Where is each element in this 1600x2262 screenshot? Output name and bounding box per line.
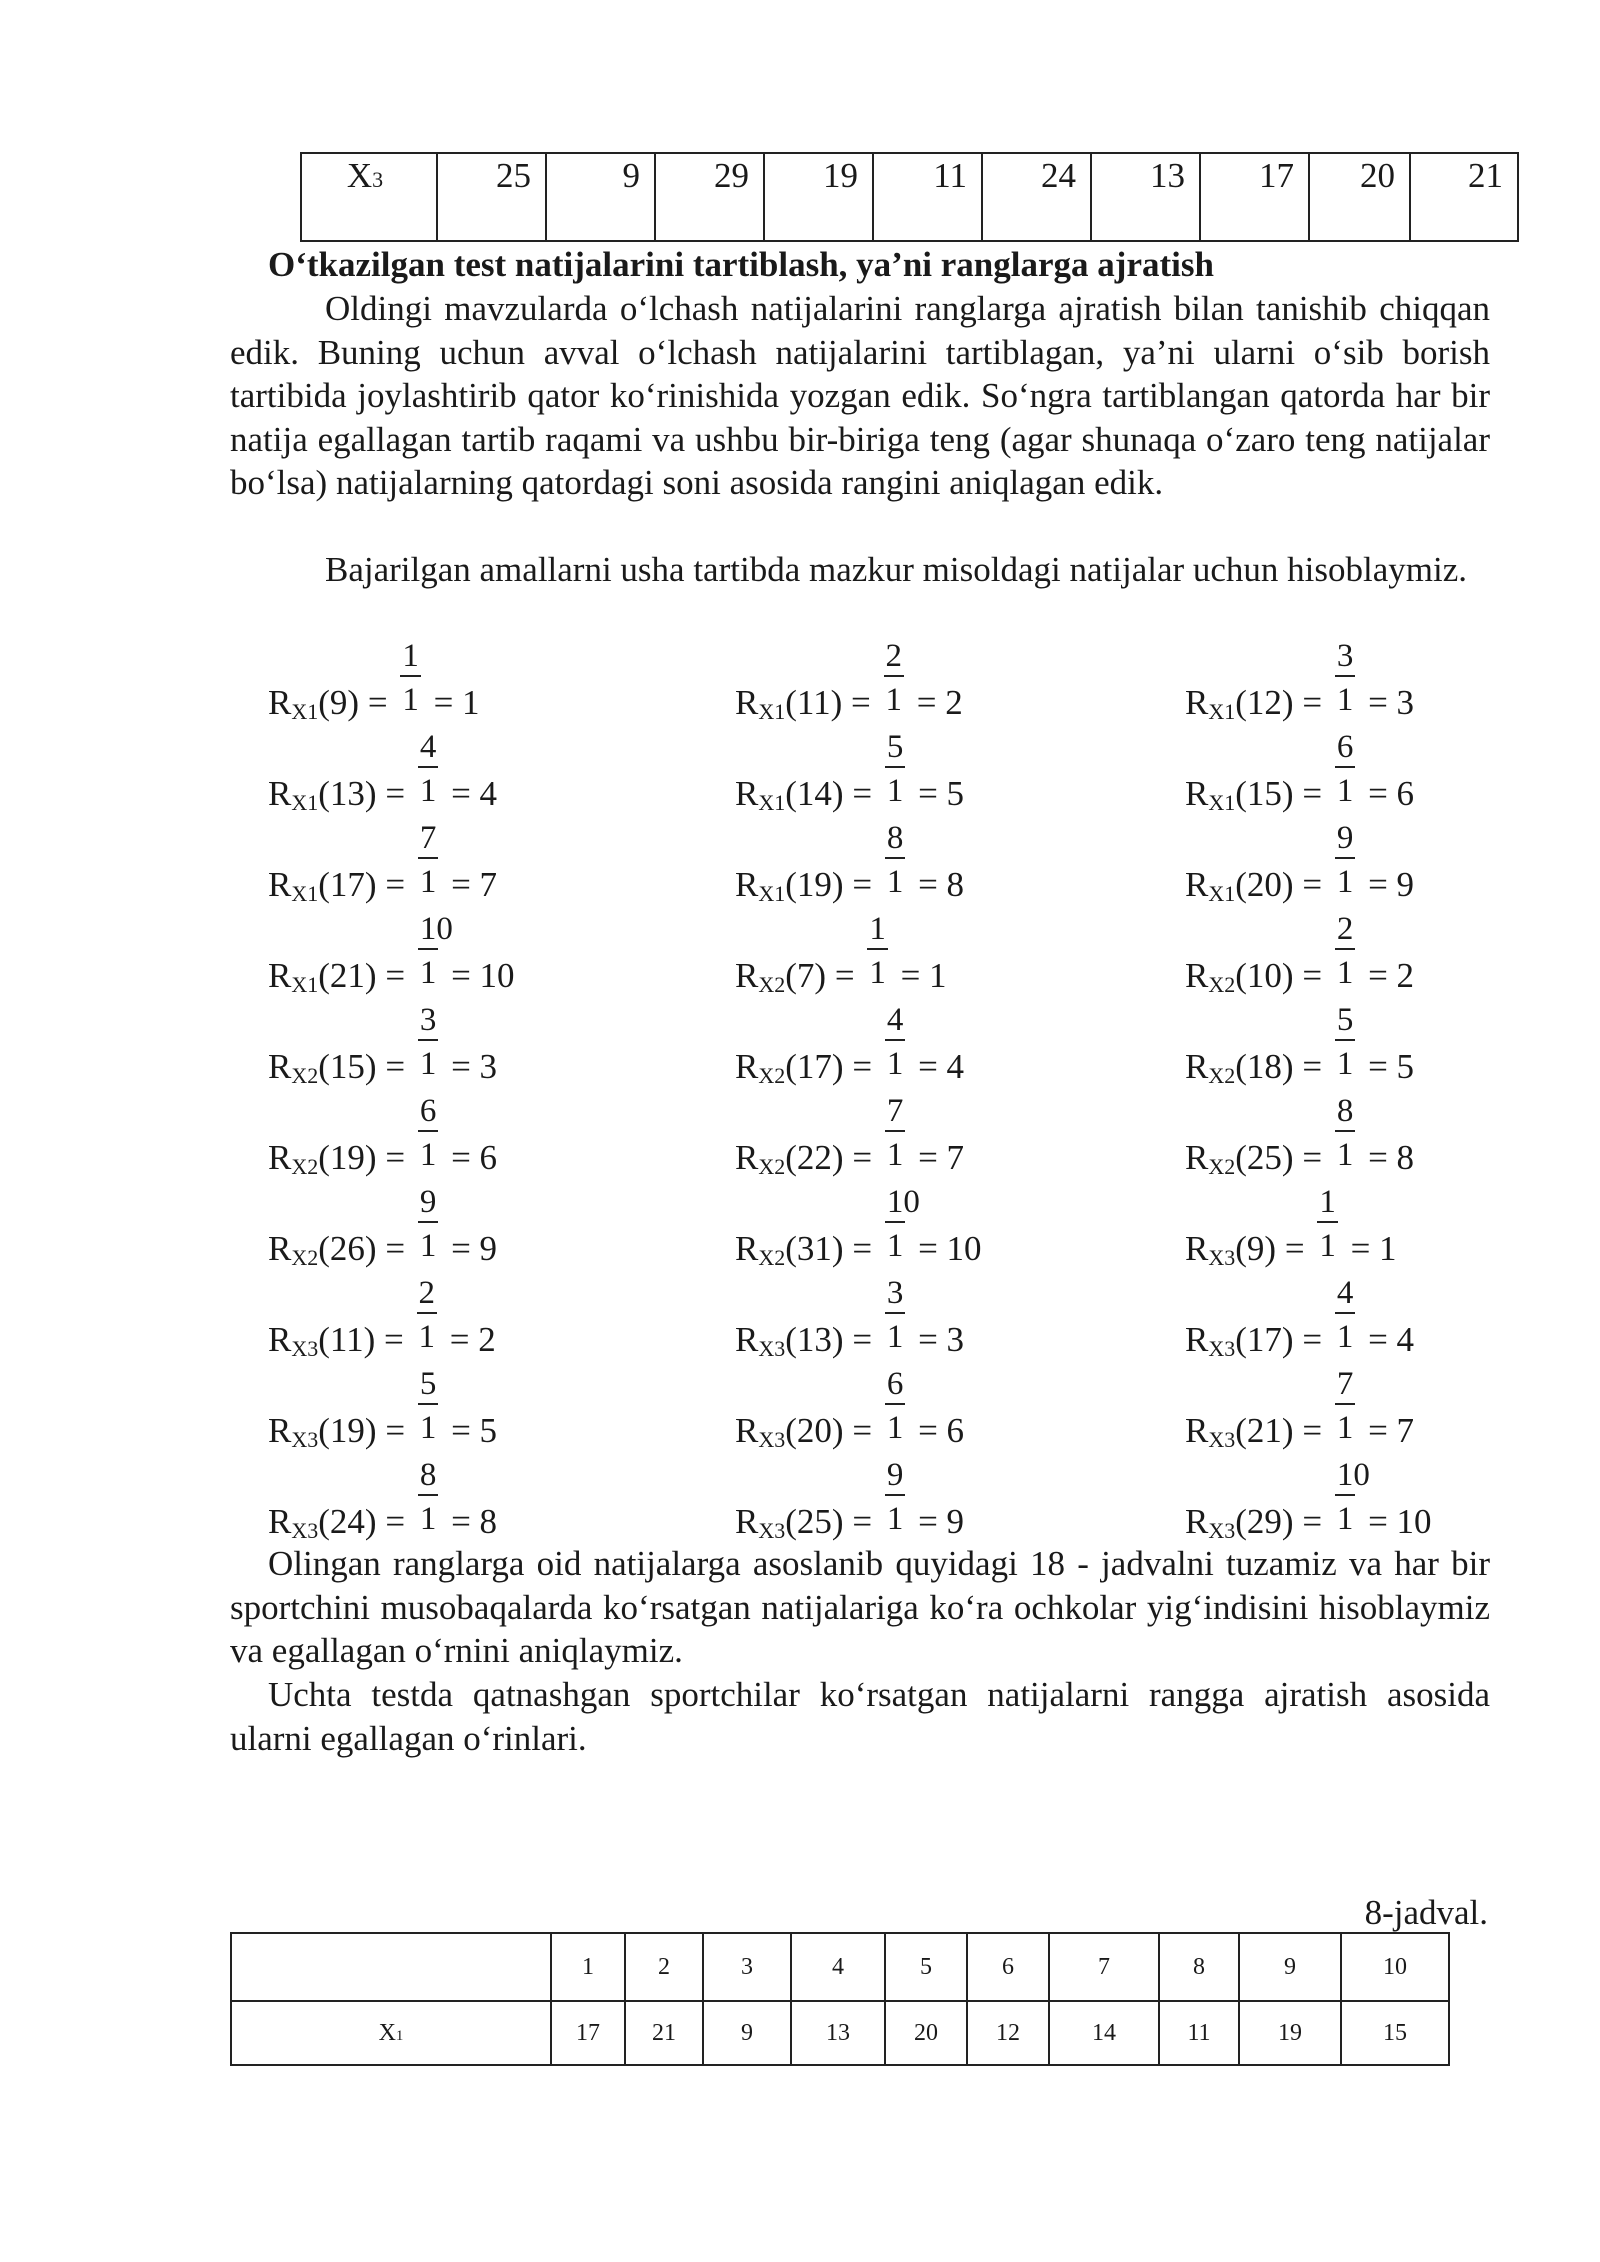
rank-formula: $R_{X1}(12)$ = $\frac{3}{1} = 3$: [1185, 638, 1415, 724]
formula-argument: (7): [785, 956, 827, 995]
formula-result: = 6: [1368, 774, 1415, 813]
rank-formula: $R_{X1}(17)$ = $\frac{7}{1} = 7$: [268, 820, 498, 906]
rank-formula: $R_{X1}(15)$ = $\frac{6}{1} = 6$: [1185, 729, 1415, 815]
table-cell: 21: [1410, 153, 1518, 241]
fraction-denominator: 1: [419, 1137, 437, 1173]
paragraph-calculation: Bajarilgan amallarni usha tartibda mazkur misoldagi natijalar uchun hisoblaymiz.: [325, 550, 1468, 589]
fraction-denominator: 1: [1336, 1319, 1354, 1355]
formula-argument: (19): [318, 1411, 377, 1450]
formula-subscript: X3: [291, 1336, 319, 1361]
formula-result: = 5: [918, 774, 965, 813]
rank-formula: $R_{X1}(11)$ = $\frac{2}{1} = 2$: [735, 638, 963, 724]
rank-formula: $R_{X1}(13)$ = $\frac{4}{1} = 4$: [268, 729, 498, 815]
formula-result: = 7: [1368, 1411, 1415, 1450]
fraction-numerator: 6: [885, 1365, 906, 1405]
table-cell: 11: [873, 153, 982, 241]
formula-result: = 9: [1368, 865, 1415, 904]
fraction-numerator: 2: [884, 637, 905, 677]
table-cell: 24: [982, 153, 1091, 241]
formula-result: = 2: [1368, 956, 1415, 995]
formula-subscript: X3: [1208, 1245, 1236, 1270]
rank-formula: $R_{X3}(24)$ = $\frac{8}{1} = 8$: [268, 1457, 498, 1543]
formula-argument: (13): [785, 1320, 844, 1359]
fraction: [418, 729, 439, 815]
fraction: [418, 1002, 439, 1088]
fraction-numerator: 7: [1335, 1365, 1356, 1405]
rank-formula: $R_{X3}(20)$ = $\frac{6}{1} = 6$: [735, 1366, 965, 1452]
formula-argument: (17): [318, 865, 377, 904]
formula-subscript: X3: [1208, 1518, 1236, 1543]
fraction-numerator: 10: [1335, 1456, 1356, 1496]
fraction: [418, 1093, 439, 1179]
formula-result: = 2: [449, 1320, 496, 1359]
fraction: [1335, 1457, 1370, 1543]
fraction: [885, 729, 906, 815]
rank-formula: $R_{X3}(29)$ = $\frac{10}{1} = 10$: [1185, 1457, 1432, 1543]
table-cell: 20: [885, 2001, 967, 2065]
table-cell: 19: [1239, 2001, 1341, 2065]
rank-formula: $R_{X2}(18)$ = $\frac{5}{1} = 5$: [1185, 1002, 1415, 1088]
formula-result: = 4: [451, 774, 498, 813]
table-cell: 17: [551, 2001, 625, 2065]
formula-result: = 4: [1368, 1320, 1415, 1359]
fraction-numerator: 3: [418, 1001, 439, 1041]
formula-argument: (31): [785, 1229, 844, 1268]
formula-subscript: X2: [1208, 1063, 1236, 1088]
formula-argument: (20): [785, 1411, 844, 1450]
formula-result: = 3: [1368, 683, 1415, 722]
header-cell: 9: [1239, 1933, 1341, 2001]
fraction: [885, 820, 906, 906]
fraction: [867, 911, 888, 997]
fraction: [885, 1184, 920, 1270]
table-cell: 25: [437, 153, 546, 241]
formula-subscript: X1: [291, 790, 319, 815]
formula-argument: (10): [1235, 956, 1294, 995]
formula-argument: (24): [318, 1502, 377, 1541]
fraction-denominator: 1: [886, 1046, 904, 1082]
fraction-numerator: 5: [418, 1365, 439, 1405]
formula-result: = 6: [451, 1138, 498, 1177]
fraction-numerator: 2: [1335, 910, 1356, 950]
formula-result: = 10: [451, 956, 515, 995]
paragraph-table-intro: Olingan ranglarga oid natijalarga asoslanib quyidagi 18 - jadvalni tuzamiz va har bir sportchini musobaqalarda ko‘rsatgan natijalariga ko‘ra ochkolar yig‘indisini hisoblaymiz va egallagan o‘rnini aniqlaymiz.: [230, 1544, 1490, 1670]
formula-subscript: X1: [758, 790, 786, 815]
header-cell: 1: [551, 1933, 625, 2001]
fraction-numerator: 8: [418, 1456, 439, 1496]
fraction: [1335, 638, 1356, 724]
fraction-denominator: 1: [886, 1228, 904, 1264]
fraction: [885, 1002, 906, 1088]
rank-formula: $R_{X1}(14)$ = $\frac{5}{1} = 5$: [735, 729, 965, 815]
paragraph-places: Uchta testda qatnashgan sportchilar ko‘rsatgan natijalarni rangga ajratish asosida ularni egallagan o‘rinlari.: [230, 1675, 1490, 1758]
formula-argument: (15): [1235, 774, 1294, 813]
formula-result: = 8: [451, 1502, 498, 1541]
fraction-numerator: 4: [418, 728, 439, 768]
formula-subscript: X3: [758, 1336, 786, 1361]
rank-formula: $R_{X2}(19)$ = $\frac{6}{1} = 6$: [268, 1093, 498, 1179]
fraction-denominator: 1: [869, 955, 886, 991]
formula-result: = 7: [451, 865, 498, 904]
header-cell: 3: [703, 1933, 791, 2001]
formula-subscript: X1: [291, 699, 319, 724]
formula-subscript: X3: [291, 1427, 319, 1452]
formula-subscript: X3: [291, 1518, 319, 1543]
fraction-denominator: 1: [886, 864, 904, 900]
rank-formula: $R_{X1}(20)$ = $\frac{9}{1} = 9$: [1185, 820, 1415, 906]
fraction-numerator: 3: [1335, 637, 1356, 677]
formula-subscript: X1: [1208, 699, 1236, 724]
formula-result: = 5: [451, 1411, 498, 1450]
fraction: [418, 911, 453, 997]
rank-formula: $R_{X3}(11)$ = $\frac{2}{1} = 2$: [268, 1275, 496, 1361]
fraction-denominator: 1: [419, 773, 437, 809]
fraction-numerator: 1: [867, 910, 888, 950]
formula-subscript: X2: [758, 1063, 786, 1088]
formula-result: = 6: [918, 1411, 965, 1450]
fraction-numerator: 1: [400, 637, 421, 677]
formula-subscript: X2: [758, 1245, 786, 1270]
fraction: [885, 1093, 906, 1179]
formula-argument: (11): [785, 683, 843, 722]
formula-subscript: X1: [758, 881, 786, 906]
rank-formula: $R_{X2}(17)$ = $\frac{4}{1} = 4$: [735, 1002, 965, 1088]
formula-argument: (19): [785, 865, 844, 904]
rank-formula: $R_{X2}(31)$ = $\frac{10}{1} = 10$: [735, 1184, 982, 1270]
fraction: [885, 1457, 906, 1543]
fraction-numerator: 7: [885, 1092, 906, 1132]
rank-formula: $R_{X3}(25)$ = $\frac{9}{1} = 9$: [735, 1457, 965, 1543]
fraction-numerator: 3: [885, 1274, 906, 1314]
table-row: [231, 2001, 1449, 2065]
formula-argument: (21): [318, 956, 377, 995]
rank-formula: $R_{X3}(9)$ = $\frac{1}{1} = 1$: [1185, 1184, 1397, 1270]
fraction-numerator: 10: [418, 910, 439, 950]
table-cell: 11: [1159, 2001, 1239, 2065]
header-cell: [231, 1933, 551, 2001]
fraction: [1335, 820, 1356, 906]
table-row: [301, 153, 1518, 241]
fraction-denominator: 1: [1336, 773, 1354, 809]
formula-subscript: X1: [758, 699, 786, 724]
header-cell: 4: [791, 1933, 885, 2001]
formula-subscript: X2: [291, 1245, 319, 1270]
fraction-numerator: 7: [418, 819, 439, 859]
header-cell: 7: [1049, 1933, 1159, 2001]
row-label-cell: X3: [301, 153, 437, 241]
ranks-table: [230, 1932, 1450, 2066]
fraction-denominator: 1: [886, 773, 904, 809]
formula-subscript: X2: [291, 1063, 319, 1088]
rank-formula: $R_{X1}(21)$ = $\frac{10}{1} = 10$: [268, 911, 515, 997]
fraction: [417, 1275, 438, 1361]
fraction-denominator: 1: [885, 682, 903, 718]
fraction-denominator: 1: [1336, 1046, 1354, 1082]
rank-formula: $R_{X2}(22)$ = $\frac{7}{1} = 7$: [735, 1093, 965, 1179]
formula-argument: (11): [318, 1320, 376, 1359]
formula-argument: (18): [1235, 1047, 1294, 1086]
fraction: [418, 1184, 439, 1270]
header-cell: 5: [885, 1933, 967, 2001]
fraction-numerator: 8: [1335, 1092, 1356, 1132]
fraction: [1335, 1366, 1356, 1452]
fraction-numerator: 1: [1317, 1183, 1338, 1223]
formula-result: = 4: [918, 1047, 965, 1086]
formula-result: = 1: [1350, 1229, 1397, 1268]
formula-argument: (21): [1235, 1411, 1294, 1450]
fraction: [1335, 729, 1356, 815]
rank-formula: $R_{X3}(17)$ = $\frac{4}{1} = 4$: [1185, 1275, 1415, 1361]
fraction-denominator: 1: [1336, 1410, 1354, 1446]
formula-result: = 5: [1368, 1047, 1415, 1086]
fraction: [1335, 1002, 1356, 1088]
formula-result: = 8: [1368, 1138, 1415, 1177]
fraction-numerator: 6: [418, 1092, 439, 1132]
table-cell: 19: [764, 153, 873, 241]
formula-result: = 9: [918, 1502, 965, 1541]
fraction-numerator: 9: [418, 1183, 439, 1223]
fraction-numerator: 10: [885, 1183, 906, 1223]
table-cell: 9: [703, 2001, 791, 2065]
rank-formula: $R_{X3}(13)$ = $\frac{3}{1} = 3$: [735, 1275, 965, 1361]
fraction: [884, 638, 905, 724]
formula-argument: (22): [785, 1138, 844, 1177]
fraction-denominator: 1: [1336, 1501, 1354, 1537]
formula-argument: (25): [785, 1502, 844, 1541]
formula-subscript: X3: [758, 1427, 786, 1452]
table-cell: 13: [1091, 153, 1200, 241]
rank-formula: $R_{X2}(25)$ = $\frac{8}{1} = 8$: [1185, 1093, 1415, 1179]
fraction: [1317, 1184, 1338, 1270]
formula-result: = 1: [900, 956, 947, 995]
rank-formula: $R_{X2}(7)$ = $\frac{1}{1} = 1$: [735, 911, 947, 997]
header-cell: 6: [967, 1933, 1049, 2001]
fraction-numerator: 2: [417, 1274, 438, 1314]
formula-subscript: X2: [758, 972, 786, 997]
table-cell: 12: [967, 2001, 1049, 2065]
header-cell: 2: [625, 1933, 703, 2001]
header-cell: 8: [1159, 1933, 1239, 2001]
fraction-denominator: 1: [886, 1319, 904, 1355]
formula-subscript: X3: [758, 1518, 786, 1543]
formula-argument: (9): [1235, 1229, 1277, 1268]
formula-result: = 2: [916, 683, 963, 722]
fraction: [418, 820, 439, 906]
rank-formula: $R_{X1}(19)$ = $\frac{8}{1} = 8$: [735, 820, 965, 906]
fraction-numerator: 4: [1335, 1274, 1356, 1314]
formula-result: = 9: [451, 1229, 498, 1268]
formula-subscript: X1: [1208, 881, 1236, 906]
fraction-numerator: 9: [1335, 819, 1356, 859]
fraction-denominator: 1: [1336, 955, 1354, 991]
table-cell: 17: [1200, 153, 1309, 241]
formula-subscript: X1: [291, 972, 319, 997]
table-cell: 13: [791, 2001, 885, 2065]
formula-subscript: X3: [1208, 1427, 1236, 1452]
fraction-numerator: 4: [885, 1001, 906, 1041]
fraction-denominator: 1: [419, 1046, 437, 1082]
table-header-row: [231, 1933, 1449, 2001]
rank-formula: $R_{X2}(15)$ = $\frac{3}{1} = 3$: [268, 1002, 498, 1088]
formula-subscript: X2: [1208, 1154, 1236, 1179]
fraction: [1335, 1275, 1356, 1361]
rank-formula: $R_{X3}(19)$ = $\frac{5}{1} = 5$: [268, 1366, 498, 1452]
formula-result: = 10: [918, 1229, 982, 1268]
formula-argument: (17): [1235, 1320, 1294, 1359]
rank-formula: $R_{X3}(21)$ = $\frac{7}{1} = 7$: [1185, 1366, 1415, 1452]
formula-argument: (13): [318, 774, 377, 813]
fraction: [885, 1366, 906, 1452]
fraction-denominator: 1: [1336, 682, 1354, 718]
formula-argument: (25): [1235, 1138, 1294, 1177]
fraction-numerator: 9: [885, 1456, 906, 1496]
formula-result: = 1: [433, 683, 480, 722]
table-cell: 14: [1049, 2001, 1159, 2065]
formula-result: = 10: [1368, 1502, 1432, 1541]
table-cell: 9: [546, 153, 655, 241]
fraction-denominator: 1: [886, 1137, 904, 1173]
formula-result: = 7: [918, 1138, 965, 1177]
formula-subscript: X3: [1208, 1336, 1236, 1361]
formula-argument: (20): [1235, 865, 1294, 904]
table-cell: 15: [1341, 2001, 1449, 2065]
formula-argument: (12): [1235, 683, 1294, 722]
rank-formula: $R_{X2}(10)$ = $\frac{2}{1} = 2$: [1185, 911, 1415, 997]
fraction-denominator: 1: [418, 1319, 436, 1355]
fraction-denominator: 1: [1336, 864, 1354, 900]
paragraph-intro: Oldingi mavzularda o‘lchash natijalarini ranglarga ajratish bilan tanishib chiqqan edik. Buning uchun avval o‘lchash natijalarini tartiblagan, ya’ni ularni o‘sib borish tartibida joylashtirib qator ko‘rinishida yozgan edik. So‘ngra tartiblangan qatorda har bir natija egallagan tartib raqami va ushbu bir-biriga teng (agar shunaqa o‘zaro teng natijalar bo‘lsa) natijalarning qatordagi soni asosida rangini aniqlagan edik.: [230, 289, 1490, 502]
formula-subscript: X2: [758, 1154, 786, 1179]
formula-argument: (19): [318, 1138, 377, 1177]
fraction-denominator: 1: [419, 955, 437, 991]
formula-result: = 3: [451, 1047, 498, 1086]
table-caption: 8-jadval.: [1364, 1893, 1488, 1932]
fraction-numerator: 8: [885, 819, 906, 859]
fraction-numerator: 6: [1335, 728, 1356, 768]
fraction-denominator: 1: [886, 1410, 904, 1446]
formula-argument: (14): [785, 774, 844, 813]
row-label-cell: X1: [231, 2001, 551, 2065]
fraction: [885, 1275, 906, 1361]
fraction-denominator: 1: [886, 1501, 904, 1537]
formula-argument: (29): [1235, 1502, 1294, 1541]
rank-formula: $R_{X2}(26)$ = $\frac{9}{1} = 9$: [268, 1184, 498, 1270]
table-cell: 21: [625, 2001, 703, 2065]
fraction: [1335, 1093, 1356, 1179]
fraction: [1335, 911, 1356, 997]
fraction-denominator: 1: [1336, 1137, 1354, 1173]
fraction-numerator: 5: [1335, 1001, 1356, 1041]
section-heading: O‘tkazilgan test natijalarini tartiblash, ya’ni ranglarga ajratish: [268, 245, 1214, 284]
formula-argument: (9): [318, 683, 360, 722]
table-cell: 20: [1309, 153, 1410, 241]
fraction: [418, 1457, 439, 1543]
formula-subscript: X2: [291, 1154, 319, 1179]
fraction-denominator: 1: [419, 1410, 437, 1446]
header-cell: 10: [1341, 1933, 1449, 2001]
fraction: [400, 638, 421, 724]
fraction-denominator: 1: [1319, 1228, 1336, 1264]
formula-subscript: X1: [291, 881, 319, 906]
formula-argument: (15): [318, 1047, 377, 1086]
fraction-denominator: 1: [402, 682, 419, 718]
fraction-denominator: 1: [419, 1501, 437, 1537]
table-cell: 29: [655, 153, 764, 241]
formula-result: = 3: [918, 1320, 965, 1359]
fraction-denominator: 1: [419, 1228, 437, 1264]
fraction-numerator: 5: [885, 728, 906, 768]
fraction: [418, 1366, 439, 1452]
formula-subscript: X1: [1208, 790, 1236, 815]
rank-formula: $R_{X1}(9)$ = $\frac{1}{1} = 1$: [268, 638, 480, 724]
results-table-x3: [300, 152, 1519, 242]
formula-subscript: X2: [1208, 972, 1236, 997]
formula-argument: (26): [318, 1229, 377, 1268]
formula-argument: (17): [785, 1047, 844, 1086]
formula-result: = 8: [918, 865, 965, 904]
fraction-denominator: 1: [419, 864, 437, 900]
